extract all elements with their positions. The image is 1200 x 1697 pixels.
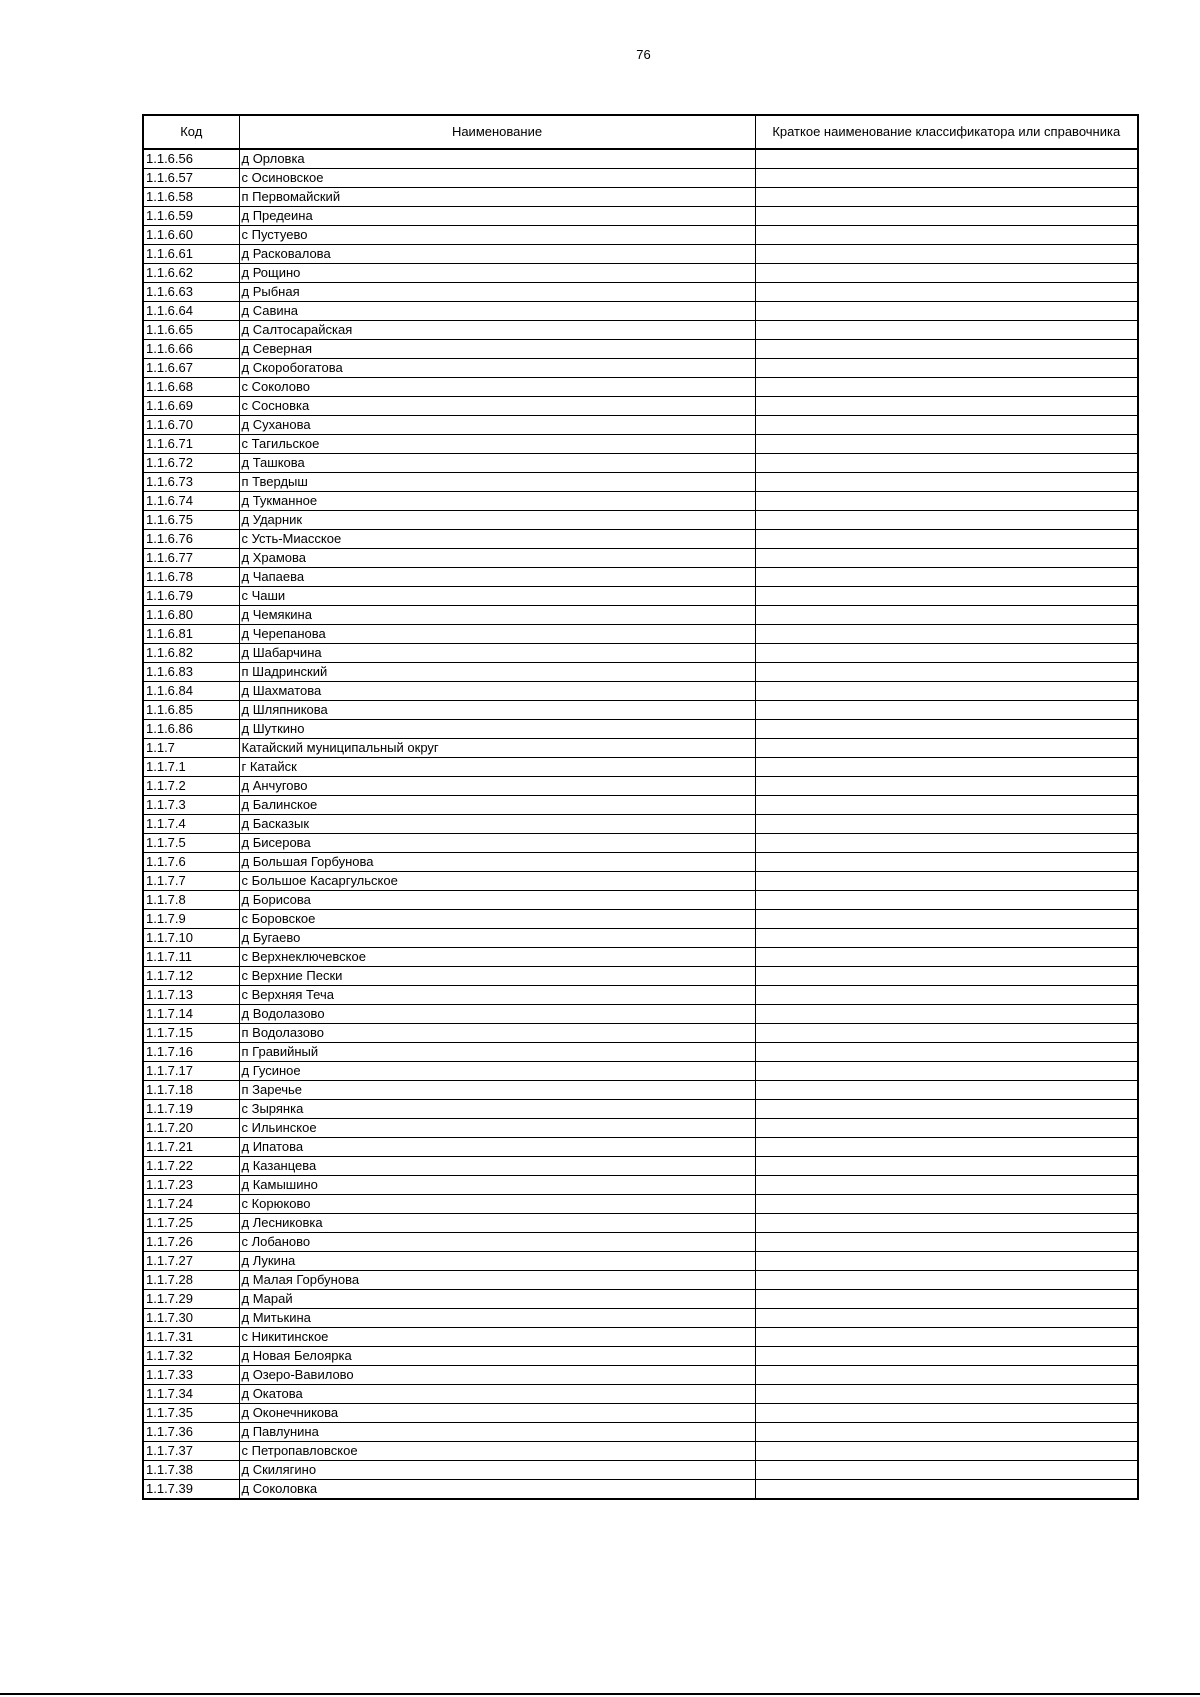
cell-code: 1.1.7.22	[143, 1157, 239, 1176]
cell-name: с Усть-Миасское	[239, 530, 755, 549]
table-row	[143, 188, 1138, 207]
cell-name: д Митькина	[239, 1309, 755, 1328]
cell-code: 1.1.7.27	[143, 1252, 239, 1271]
table-row	[143, 378, 1138, 397]
cell-name: с Зырянка	[239, 1100, 755, 1119]
page-number: 76	[636, 47, 651, 62]
cell-short-name	[755, 625, 1138, 644]
cell-name: с Большое Касаргульское	[239, 872, 755, 891]
cell-name: д Казанцева	[239, 1157, 755, 1176]
cell-short-name	[755, 1290, 1138, 1309]
cell-name: д Ударник	[239, 511, 755, 530]
cell-code: 1.1.7.19	[143, 1100, 239, 1119]
table-row	[143, 1423, 1138, 1442]
cell-name: д Черепанова	[239, 625, 755, 644]
cell-name: д Чемякина	[239, 606, 755, 625]
table-row	[143, 397, 1138, 416]
cell-short-name	[755, 283, 1138, 302]
cell-short-name	[755, 1309, 1138, 1328]
cell-name: д Гусиное	[239, 1062, 755, 1081]
cell-short-name	[755, 1195, 1138, 1214]
cell-code: 1.1.6.65	[143, 321, 239, 340]
column-header-code: Код	[143, 115, 239, 149]
cell-code: 1.1.7.37	[143, 1442, 239, 1461]
table-row	[143, 435, 1138, 454]
cell-code: 1.1.7.12	[143, 967, 239, 986]
cell-short-name	[755, 207, 1138, 226]
cell-short-name	[755, 986, 1138, 1005]
cell-short-name	[755, 701, 1138, 720]
table-body	[143, 149, 1138, 1499]
cell-name: д Водолазово	[239, 1005, 755, 1024]
cell-code: 1.1.6.85	[143, 701, 239, 720]
cell-short-name	[755, 1252, 1138, 1271]
cell-short-name	[755, 853, 1138, 872]
cell-short-name	[755, 1404, 1138, 1423]
cell-name: д Басказык	[239, 815, 755, 834]
table-row	[143, 283, 1138, 302]
cell-name: с Соколово	[239, 378, 755, 397]
cell-name: д Оконечникова	[239, 1404, 755, 1423]
table-row	[143, 1176, 1138, 1195]
table-row	[143, 891, 1138, 910]
cell-name: д Камышино	[239, 1176, 755, 1195]
table-row	[143, 834, 1138, 853]
cell-short-name	[755, 1157, 1138, 1176]
cell-short-name	[755, 435, 1138, 454]
cell-code: 1.1.7.7	[143, 872, 239, 891]
cell-code: 1.1.6.62	[143, 264, 239, 283]
table-row	[143, 473, 1138, 492]
cell-code: 1.1.6.75	[143, 511, 239, 530]
table-header	[143, 115, 1138, 149]
cell-name: п Водолазово	[239, 1024, 755, 1043]
cell-code: 1.1.6.83	[143, 663, 239, 682]
cell-short-name	[755, 1024, 1138, 1043]
cell-code: 1.1.7.20	[143, 1119, 239, 1138]
table-row	[143, 587, 1138, 606]
table-row	[143, 1252, 1138, 1271]
column-header-short-name: Краткое наименование классификатора или справочника	[755, 115, 1138, 149]
cell-code: 1.1.7.2	[143, 777, 239, 796]
cell-name: с Петропавловское	[239, 1442, 755, 1461]
cell-short-name	[755, 530, 1138, 549]
cell-short-name	[755, 1081, 1138, 1100]
table-row	[143, 967, 1138, 986]
cell-short-name	[755, 1385, 1138, 1404]
cell-name: д Орловка	[239, 149, 755, 169]
cell-code: 1.1.6.69	[143, 397, 239, 416]
cell-code: 1.1.7.14	[143, 1005, 239, 1024]
cell-code: 1.1.6.79	[143, 587, 239, 606]
table-row	[143, 492, 1138, 511]
table-row	[143, 511, 1138, 530]
cell-short-name	[755, 1233, 1138, 1252]
cell-name: д Анчугово	[239, 777, 755, 796]
cell-name: д Северная	[239, 340, 755, 359]
table-row	[143, 1404, 1138, 1423]
cell-name: д Шахматова	[239, 682, 755, 701]
table-row	[143, 454, 1138, 473]
cell-code: 1.1.7.28	[143, 1271, 239, 1290]
cell-short-name	[755, 1100, 1138, 1119]
table-row	[143, 1119, 1138, 1138]
cell-code: 1.1.6.73	[143, 473, 239, 492]
table-row	[143, 872, 1138, 891]
cell-short-name	[755, 1138, 1138, 1157]
cell-short-name	[755, 397, 1138, 416]
cell-code: 1.1.6.67	[143, 359, 239, 378]
cell-name: д Ипатова	[239, 1138, 755, 1157]
cell-code: 1.1.7.24	[143, 1195, 239, 1214]
table-row	[143, 1005, 1138, 1024]
cell-short-name	[755, 606, 1138, 625]
cell-code: 1.1.6.59	[143, 207, 239, 226]
cell-code: 1.1.7.17	[143, 1062, 239, 1081]
cell-code: 1.1.7.31	[143, 1328, 239, 1347]
cell-name: д Шабарчина	[239, 644, 755, 663]
cell-short-name	[755, 739, 1138, 758]
cell-code: 1.1.7.35	[143, 1404, 239, 1423]
cell-name: с Чаши	[239, 587, 755, 606]
cell-code: 1.1.6.56	[143, 149, 239, 169]
table-row	[143, 1290, 1138, 1309]
cell-name: д Шляпникова	[239, 701, 755, 720]
cell-code: 1.1.6.68	[143, 378, 239, 397]
cell-short-name	[755, 473, 1138, 492]
cell-code: 1.1.7.36	[143, 1423, 239, 1442]
cell-short-name	[755, 149, 1138, 169]
cell-code: 1.1.6.58	[143, 188, 239, 207]
cell-short-name	[755, 587, 1138, 606]
cell-short-name	[755, 1423, 1138, 1442]
cell-code: 1.1.6.71	[143, 435, 239, 454]
cell-code: 1.1.7.9	[143, 910, 239, 929]
table-row	[143, 815, 1138, 834]
cell-code: 1.1.7.39	[143, 1480, 239, 1500]
table-row	[143, 321, 1138, 340]
cell-short-name	[755, 1480, 1138, 1500]
table-row	[143, 207, 1138, 226]
cell-code: 1.1.7.3	[143, 796, 239, 815]
cell-short-name	[755, 758, 1138, 777]
cell-short-name	[755, 834, 1138, 853]
cell-name: д Салтосарайская	[239, 321, 755, 340]
cell-name: с Тагильское	[239, 435, 755, 454]
cell-name: с Корюково	[239, 1195, 755, 1214]
table-row	[143, 416, 1138, 435]
cell-short-name	[755, 549, 1138, 568]
cell-code: 1.1.6.81	[143, 625, 239, 644]
cell-code: 1.1.7.23	[143, 1176, 239, 1195]
table-row	[143, 1157, 1138, 1176]
cell-code: 1.1.7	[143, 739, 239, 758]
cell-name: д Скоробогатова	[239, 359, 755, 378]
cell-name: д Большая Горбунова	[239, 853, 755, 872]
cell-code: 1.1.7.38	[143, 1461, 239, 1480]
cell-code: 1.1.7.18	[143, 1081, 239, 1100]
cell-short-name	[755, 264, 1138, 283]
cell-code: 1.1.6.64	[143, 302, 239, 321]
table-row	[143, 758, 1138, 777]
cell-code: 1.1.7.4	[143, 815, 239, 834]
cell-name: д Лукина	[239, 1252, 755, 1271]
cell-name: п Заречье	[239, 1081, 755, 1100]
table-row	[143, 1214, 1138, 1233]
table-row	[143, 948, 1138, 967]
cell-name: д Бисерова	[239, 834, 755, 853]
cell-name: г Катайск	[239, 758, 755, 777]
cell-name: д Предеина	[239, 207, 755, 226]
cell-name: с Сосновка	[239, 397, 755, 416]
cell-code: 1.1.7.16	[143, 1043, 239, 1062]
table-row	[143, 625, 1138, 644]
cell-short-name	[755, 1271, 1138, 1290]
cell-code: 1.1.6.74	[143, 492, 239, 511]
table-row	[143, 796, 1138, 815]
table-row	[143, 359, 1138, 378]
cell-short-name	[755, 1119, 1138, 1138]
cell-short-name	[755, 1347, 1138, 1366]
cell-name: д Тукманное	[239, 492, 755, 511]
cell-short-name	[755, 1005, 1138, 1024]
cell-code: 1.1.7.30	[143, 1309, 239, 1328]
cell-name: с Верхние Пески	[239, 967, 755, 986]
table-row	[143, 739, 1138, 758]
cell-name: д Лесниковка	[239, 1214, 755, 1233]
table-row	[143, 606, 1138, 625]
cell-short-name	[755, 1366, 1138, 1385]
cell-name: д Новая Белоярка	[239, 1347, 755, 1366]
cell-name: с Лобаново	[239, 1233, 755, 1252]
cell-name: д Рощино	[239, 264, 755, 283]
cell-code: 1.1.6.57	[143, 169, 239, 188]
table-row	[143, 663, 1138, 682]
cell-name: п Первомайский	[239, 188, 755, 207]
cell-name: д Рыбная	[239, 283, 755, 302]
cell-short-name	[755, 891, 1138, 910]
cell-short-name	[755, 511, 1138, 530]
table-row	[143, 853, 1138, 872]
cell-short-name	[755, 1328, 1138, 1347]
cell-code: 1.1.7.21	[143, 1138, 239, 1157]
table-row	[143, 929, 1138, 948]
table-row	[143, 1195, 1138, 1214]
cell-code: 1.1.6.60	[143, 226, 239, 245]
table-row	[143, 1366, 1138, 1385]
cell-short-name	[755, 245, 1138, 264]
table-row	[143, 245, 1138, 264]
cell-code: 1.1.6.77	[143, 549, 239, 568]
table-row	[143, 1081, 1138, 1100]
table-row	[143, 149, 1138, 169]
cell-name: с Никитинское	[239, 1328, 755, 1347]
cell-short-name	[755, 720, 1138, 739]
cell-code: 1.1.6.72	[143, 454, 239, 473]
cell-name: с Осиновское	[239, 169, 755, 188]
cell-code: 1.1.7.32	[143, 1347, 239, 1366]
cell-code: 1.1.6.76	[143, 530, 239, 549]
cell-short-name	[755, 872, 1138, 891]
cell-short-name	[755, 948, 1138, 967]
cell-short-name	[755, 682, 1138, 701]
cell-name: д Марай	[239, 1290, 755, 1309]
cell-name: д Расковалова	[239, 245, 755, 264]
table-row	[143, 1062, 1138, 1081]
cell-short-name	[755, 302, 1138, 321]
cell-code: 1.1.7.29	[143, 1290, 239, 1309]
cell-code: 1.1.7.15	[143, 1024, 239, 1043]
cell-short-name	[755, 967, 1138, 986]
table-row	[143, 1233, 1138, 1252]
cell-code: 1.1.6.78	[143, 568, 239, 587]
table-row	[143, 720, 1138, 739]
table-row	[143, 1271, 1138, 1290]
cell-code: 1.1.7.8	[143, 891, 239, 910]
cell-short-name	[755, 910, 1138, 929]
table-row	[143, 1043, 1138, 1062]
cell-short-name	[755, 340, 1138, 359]
table-row	[143, 530, 1138, 549]
cell-code: 1.1.7.1	[143, 758, 239, 777]
table-row	[143, 226, 1138, 245]
cell-name: с Боровское	[239, 910, 755, 929]
table-row	[143, 549, 1138, 568]
table-row	[143, 701, 1138, 720]
table-row	[143, 682, 1138, 701]
cell-code: 1.1.6.66	[143, 340, 239, 359]
cell-short-name	[755, 321, 1138, 340]
cell-short-name	[755, 815, 1138, 834]
table-row	[143, 1480, 1138, 1500]
table-row	[143, 340, 1138, 359]
table-row	[143, 1442, 1138, 1461]
cell-short-name	[755, 929, 1138, 948]
cell-short-name	[755, 777, 1138, 796]
cell-short-name	[755, 1062, 1138, 1081]
cell-name: Катайский муниципальный округ	[239, 739, 755, 758]
cell-name: д Бугаево	[239, 929, 755, 948]
cell-name: с Верхнеключевское	[239, 948, 755, 967]
cell-code: 1.1.6.70	[143, 416, 239, 435]
cell-name: д Малая Горбунова	[239, 1271, 755, 1290]
table-row	[143, 302, 1138, 321]
cell-name: д Савина	[239, 302, 755, 321]
table-row	[143, 568, 1138, 587]
table-row	[143, 1138, 1138, 1157]
table-header-row	[143, 115, 1138, 149]
table-row	[143, 644, 1138, 663]
cell-code: 1.1.6.82	[143, 644, 239, 663]
cell-name: д Окатова	[239, 1385, 755, 1404]
cell-code: 1.1.7.26	[143, 1233, 239, 1252]
cell-short-name	[755, 378, 1138, 397]
table-row	[143, 910, 1138, 929]
cell-short-name	[755, 1176, 1138, 1195]
table-row	[143, 1385, 1138, 1404]
cell-code: 1.1.7.10	[143, 929, 239, 948]
cell-code: 1.1.6.84	[143, 682, 239, 701]
cell-name: с Верхняя Теча	[239, 986, 755, 1005]
cell-code: 1.1.6.63	[143, 283, 239, 302]
cell-name: д Балинское	[239, 796, 755, 815]
cell-short-name	[755, 568, 1138, 587]
cell-short-name	[755, 416, 1138, 435]
cell-short-name	[755, 1442, 1138, 1461]
cell-name: д Борисова	[239, 891, 755, 910]
cell-short-name	[755, 492, 1138, 511]
cell-name: с Пустуево	[239, 226, 755, 245]
cell-name: д Шуткино	[239, 720, 755, 739]
cell-name: д Суханова	[239, 416, 755, 435]
cell-short-name	[755, 188, 1138, 207]
column-header-name: Наименование	[239, 115, 755, 149]
cell-code: 1.1.7.6	[143, 853, 239, 872]
cell-code: 1.1.7.11	[143, 948, 239, 967]
cell-name: п Шадринский	[239, 663, 755, 682]
table-row	[143, 1100, 1138, 1119]
cell-name: п Твердыш	[239, 473, 755, 492]
cell-code: 1.1.7.13	[143, 986, 239, 1005]
cell-short-name	[755, 663, 1138, 682]
cell-name: д Ташкова	[239, 454, 755, 473]
cell-code: 1.1.6.80	[143, 606, 239, 625]
table-row	[143, 1309, 1138, 1328]
classifier-table-container	[142, 114, 1137, 1500]
cell-short-name	[755, 1214, 1138, 1233]
table-row	[143, 777, 1138, 796]
table-row	[143, 1461, 1138, 1480]
table-row	[143, 264, 1138, 283]
table-row	[143, 169, 1138, 188]
table-row	[143, 1024, 1138, 1043]
cell-short-name	[755, 226, 1138, 245]
cell-code: 1.1.6.86	[143, 720, 239, 739]
cell-short-name	[755, 644, 1138, 663]
cell-code: 1.1.7.25	[143, 1214, 239, 1233]
cell-name: с Ильинское	[239, 1119, 755, 1138]
cell-short-name	[755, 1461, 1138, 1480]
table-row	[143, 1328, 1138, 1347]
table-row	[143, 986, 1138, 1005]
cell-short-name	[755, 454, 1138, 473]
cell-code: 1.1.7.5	[143, 834, 239, 853]
table-row	[143, 1347, 1138, 1366]
cell-code: 1.1.7.33	[143, 1366, 239, 1385]
cell-short-name	[755, 169, 1138, 188]
cell-short-name	[755, 796, 1138, 815]
cell-name: д Чапаева	[239, 568, 755, 587]
cell-name: д Скилягино	[239, 1461, 755, 1480]
classifier-table	[142, 114, 1139, 1500]
page-bottom-rule	[0, 1693, 1200, 1695]
cell-name: д Храмова	[239, 549, 755, 568]
cell-name: д Соколовка	[239, 1480, 755, 1500]
cell-name: д Озеро-Вавилово	[239, 1366, 755, 1385]
cell-short-name	[755, 359, 1138, 378]
cell-name: д Павлунина	[239, 1423, 755, 1442]
cell-short-name	[755, 1043, 1138, 1062]
cell-code: 1.1.7.34	[143, 1385, 239, 1404]
cell-code: 1.1.6.61	[143, 245, 239, 264]
cell-name: п Гравийный	[239, 1043, 755, 1062]
